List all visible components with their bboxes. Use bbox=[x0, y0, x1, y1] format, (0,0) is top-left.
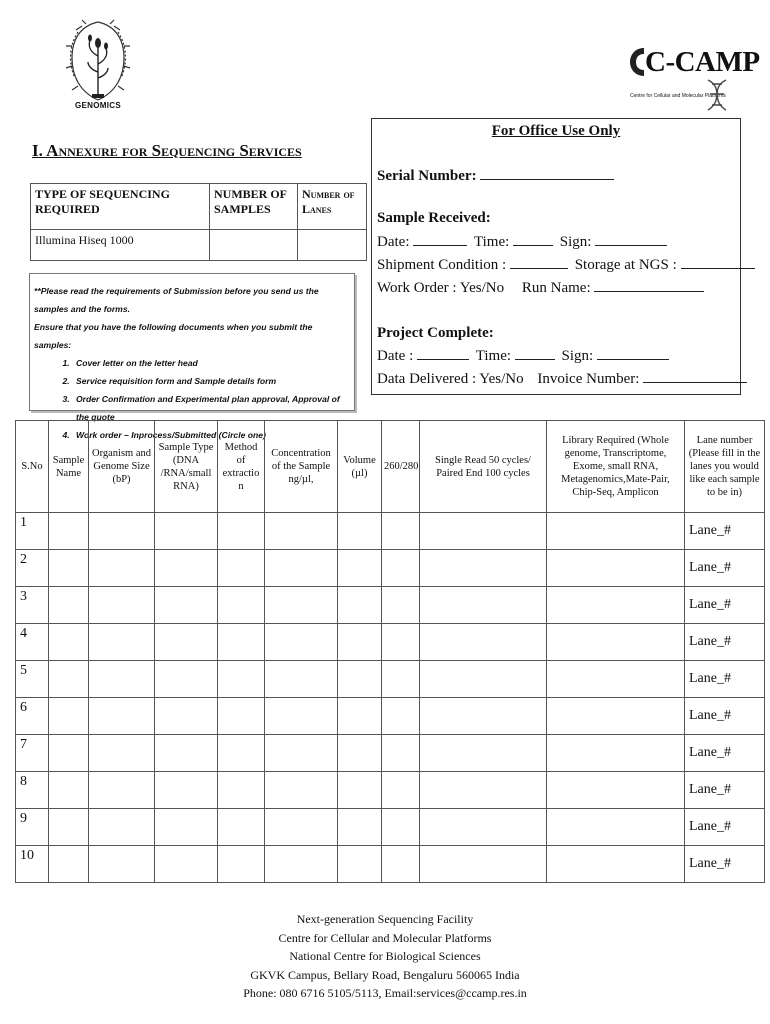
table-cell[interactable] bbox=[547, 624, 685, 661]
row-number: 1 bbox=[16, 513, 49, 550]
table-cell[interactable] bbox=[265, 513, 338, 550]
header-260-280: 260/280 bbox=[382, 421, 420, 513]
table-cell[interactable] bbox=[49, 809, 89, 846]
header-number-of-samples: NUMBER OF SAMPLES bbox=[210, 184, 298, 230]
table-cell[interactable] bbox=[49, 587, 89, 624]
genomics-logo-text: GENOMICS bbox=[75, 101, 121, 110]
dna-helix-icon bbox=[704, 78, 730, 112]
table-cell[interactable] bbox=[155, 624, 218, 661]
table-row bbox=[16, 846, 765, 883]
header-concentration: Concentration of the Sample ng/µl, bbox=[265, 421, 338, 513]
date-label: Date: bbox=[377, 234, 410, 250]
work-order-label[interactable]: Work Order : Yes/No bbox=[377, 280, 505, 296]
cell-sequencing-type: Illumina Hiseq 1000 bbox=[31, 230, 210, 261]
table-cell[interactable] bbox=[155, 661, 218, 698]
time-field[interactable] bbox=[515, 347, 555, 360]
table-cell[interactable] bbox=[420, 772, 547, 809]
table-cell[interactable] bbox=[218, 513, 265, 550]
table-cell[interactable] bbox=[89, 698, 155, 735]
footer-line: Centre for Cellular and Molecular Platforms bbox=[278, 930, 492, 945]
table-cell[interactable] bbox=[338, 846, 382, 883]
row-number: 8 bbox=[16, 772, 49, 809]
table-cell[interactable] bbox=[547, 661, 685, 698]
table-cell[interactable] bbox=[382, 698, 420, 735]
table-cell[interactable] bbox=[338, 587, 382, 624]
row-number: 4 bbox=[16, 624, 49, 661]
table-cell[interactable] bbox=[218, 661, 265, 698]
table-cell[interactable] bbox=[382, 587, 420, 624]
table-cell[interactable] bbox=[49, 772, 89, 809]
page-heading: I. Annexure for Sequencing Services bbox=[32, 141, 302, 160]
header-number-of-lanes: Number of Lanes bbox=[298, 184, 367, 230]
table-row bbox=[16, 772, 765, 809]
table-row bbox=[16, 809, 765, 846]
sign-field[interactable] bbox=[595, 233, 667, 246]
footer-line: National Centre for Biological Sciences bbox=[289, 949, 481, 963]
table-cell[interactable] bbox=[218, 698, 265, 735]
table-cell[interactable] bbox=[547, 698, 685, 735]
date-label: Date : bbox=[377, 348, 414, 364]
sample-received-row bbox=[377, 233, 667, 251]
serial-number-field[interactable] bbox=[480, 167, 614, 180]
lane-number-cell[interactable]: Lane_# bbox=[685, 513, 765, 550]
storage-field[interactable] bbox=[681, 256, 755, 269]
table-cell[interactable] bbox=[382, 513, 420, 550]
table-cell[interactable] bbox=[420, 661, 547, 698]
ccamp-logo-subtitle: Centre for Cellular and Molecular Platforms bbox=[630, 93, 726, 99]
table-cell[interactable] bbox=[89, 772, 155, 809]
row-number: 3 bbox=[16, 587, 49, 624]
lane-number-cell[interactable]: Lane_# bbox=[685, 550, 765, 587]
row-number: 9 bbox=[16, 809, 49, 846]
table-cell[interactable] bbox=[89, 624, 155, 661]
table-cell[interactable] bbox=[382, 624, 420, 661]
table-cell[interactable] bbox=[218, 550, 265, 587]
table-cell[interactable] bbox=[89, 513, 155, 550]
instruction-item: 2. Service requisition form and Sample details form bbox=[72, 372, 350, 390]
header-sample-name: Sample Name bbox=[49, 421, 89, 513]
table-cell[interactable] bbox=[265, 735, 338, 772]
table-row bbox=[16, 513, 765, 550]
header-sample-type: Sample Type (DNA /RNA/small RNA) bbox=[155, 421, 218, 513]
table-cell[interactable] bbox=[49, 661, 89, 698]
sign-field[interactable] bbox=[597, 347, 669, 360]
table-cell[interactable] bbox=[155, 846, 218, 883]
sign-label: Sign: bbox=[561, 348, 594, 364]
table-cell[interactable] bbox=[382, 772, 420, 809]
table-cell[interactable] bbox=[265, 624, 338, 661]
run-name-label: Run Name: bbox=[521, 280, 591, 296]
row-number: 10 bbox=[16, 846, 49, 883]
header-lane-number: Lane number (Please fill in the lanes you would like each sample to be in) bbox=[685, 421, 765, 513]
table-cell[interactable] bbox=[218, 846, 265, 883]
table-cell[interactable] bbox=[155, 809, 218, 846]
lane-number-cell[interactable]: Lane_# bbox=[685, 809, 765, 846]
office-use-box bbox=[371, 118, 741, 395]
table-cell[interactable] bbox=[265, 809, 338, 846]
table-cell[interactable] bbox=[155, 513, 218, 550]
instruction-item: 4. Work order – Inprocess/Submitted (Circle one) bbox=[72, 426, 350, 444]
table-cell[interactable] bbox=[265, 772, 338, 809]
table-cell[interactable] bbox=[89, 661, 155, 698]
table-cell[interactable] bbox=[382, 809, 420, 846]
footer-line: Next-generation Sequencing Facility bbox=[296, 912, 474, 926]
data-delivered-label[interactable]: Data Delivered : Yes/No bbox=[377, 371, 524, 387]
table-cell[interactable] bbox=[338, 698, 382, 735]
table-cell[interactable] bbox=[338, 513, 382, 550]
lane-number-cell[interactable]: Lane_# bbox=[685, 624, 765, 661]
date-field[interactable] bbox=[413, 233, 467, 246]
table-cell[interactable] bbox=[547, 846, 685, 883]
table-cell[interactable] bbox=[338, 624, 382, 661]
lane-number-cell[interactable]: Lane_# bbox=[685, 772, 765, 809]
footer-address bbox=[0, 910, 770, 1003]
table-cell[interactable] bbox=[218, 809, 265, 846]
work-order-row bbox=[377, 279, 704, 297]
sign-label: Sign: bbox=[559, 234, 592, 250]
header-read-type: Single Read 50 cycles/ Paired End 100 cycles bbox=[420, 421, 547, 513]
table-row bbox=[16, 698, 765, 735]
table-cell[interactable] bbox=[218, 587, 265, 624]
table-cell[interactable] bbox=[420, 513, 547, 550]
table-cell[interactable] bbox=[155, 772, 218, 809]
table-row bbox=[16, 550, 765, 587]
table-cell[interactable] bbox=[338, 550, 382, 587]
time-label: Time: bbox=[473, 234, 510, 250]
table-cell[interactable] bbox=[338, 809, 382, 846]
instruction-item: 3. Order Confirmation and Experimental plan approval, Approval of the quote bbox=[72, 390, 350, 426]
footer-line: GKVK Campus, Bellary Road, Bengaluru 560065 India bbox=[250, 967, 520, 982]
time-field[interactable] bbox=[513, 233, 553, 246]
row-number: 5 bbox=[16, 661, 49, 698]
table-cell[interactable] bbox=[420, 698, 547, 735]
table-cell[interactable] bbox=[218, 735, 265, 772]
table-cell[interactable] bbox=[547, 587, 685, 624]
table-cell[interactable] bbox=[547, 513, 685, 550]
table-cell[interactable] bbox=[265, 587, 338, 624]
table-cell[interactable] bbox=[382, 661, 420, 698]
table-cell[interactable] bbox=[338, 661, 382, 698]
table-cell[interactable] bbox=[420, 624, 547, 661]
table-cell[interactable] bbox=[547, 550, 685, 587]
footer-line: Phone: 080 6716 5105/5113, Email:services@ccamp.res.in bbox=[243, 986, 527, 1000]
table-cell[interactable] bbox=[155, 698, 218, 735]
header-type-of-sequencing: TYPE OF SEQUENCING REQUIRED bbox=[31, 184, 210, 230]
instruction-item: 1. Cover letter on the letter head bbox=[72, 354, 350, 372]
serial-number-row bbox=[377, 167, 614, 185]
table-row bbox=[16, 735, 765, 772]
header-organism: Organism and Genome Size (bP) bbox=[89, 421, 155, 513]
storage-label: Storage at NGS : bbox=[574, 257, 677, 273]
date-field[interactable] bbox=[417, 347, 469, 360]
lane-number-cell[interactable]: Lane_# bbox=[685, 698, 765, 735]
ccamp-logo-name: C-CAMP bbox=[645, 46, 760, 78]
instructions-note: **Please read the requirements of Submission before you send us the samples and the forms. bbox=[34, 286, 319, 314]
row-number: 2 bbox=[16, 550, 49, 587]
table-cell[interactable] bbox=[547, 735, 685, 772]
table-cell[interactable] bbox=[382, 735, 420, 772]
table-cell[interactable] bbox=[420, 846, 547, 883]
time-label: Time: bbox=[475, 348, 512, 364]
invoice-number-field[interactable] bbox=[643, 370, 747, 383]
table-cell[interactable] bbox=[218, 772, 265, 809]
lane-number-cell[interactable]: Lane_# bbox=[685, 735, 765, 772]
table-cell[interactable] bbox=[89, 846, 155, 883]
shipment-row bbox=[377, 256, 755, 274]
table-cell[interactable] bbox=[382, 550, 420, 587]
table-row bbox=[16, 661, 765, 698]
table-cell[interactable] bbox=[49, 550, 89, 587]
table-cell[interactable] bbox=[49, 846, 89, 883]
data-delivered-row bbox=[377, 370, 747, 388]
header-volume: Volume (µl) bbox=[338, 421, 382, 513]
table-cell[interactable] bbox=[265, 550, 338, 587]
table-cell[interactable] bbox=[49, 624, 89, 661]
table-row bbox=[16, 587, 765, 624]
lane-number-cell[interactable]: Lane_# bbox=[685, 587, 765, 624]
table-cell[interactable] bbox=[265, 661, 338, 698]
table-cell[interactable] bbox=[382, 846, 420, 883]
table-cell[interactable] bbox=[155, 587, 218, 624]
table-cell[interactable] bbox=[420, 550, 547, 587]
table-cell[interactable] bbox=[420, 809, 547, 846]
table-cell[interactable] bbox=[89, 809, 155, 846]
project-complete-label: Project Complete: bbox=[377, 325, 494, 341]
table-cell[interactable] bbox=[338, 735, 382, 772]
sequencing-type-table bbox=[30, 183, 367, 261]
shipment-condition-field[interactable] bbox=[510, 256, 568, 269]
office-title: For Office Use Only bbox=[491, 123, 621, 139]
row-number: 6 bbox=[16, 698, 49, 735]
table-header-row bbox=[16, 421, 765, 513]
instructions-lead: Ensure that you have the following documents when you submit the samples: bbox=[34, 322, 313, 350]
table-cell[interactable] bbox=[89, 587, 155, 624]
table-cell[interactable] bbox=[218, 624, 265, 661]
table-cell[interactable] bbox=[49, 698, 89, 735]
run-name-field[interactable] bbox=[594, 279, 704, 292]
header-method: Method of extractio n bbox=[218, 421, 265, 513]
table-cell[interactable] bbox=[547, 809, 685, 846]
table-cell[interactable] bbox=[547, 772, 685, 809]
table-row bbox=[16, 624, 765, 661]
table-cell[interactable] bbox=[89, 550, 155, 587]
table-cell[interactable] bbox=[49, 735, 89, 772]
lane-number-cell[interactable]: Lane_# bbox=[685, 661, 765, 698]
cell-number-of-lanes[interactable] bbox=[298, 230, 367, 261]
cell-number-of-samples[interactable] bbox=[210, 230, 298, 261]
lane-number-cell[interactable]: Lane_# bbox=[685, 846, 765, 883]
project-complete-row bbox=[377, 347, 669, 365]
table-cell[interactable] bbox=[420, 587, 547, 624]
table-cell[interactable] bbox=[155, 550, 218, 587]
serial-number-label: Serial Number: bbox=[377, 168, 477, 184]
invoice-number-label: Invoice Number: bbox=[537, 371, 640, 387]
sample-received-label: Sample Received: bbox=[377, 210, 491, 226]
sample-details-table bbox=[15, 420, 765, 883]
table-cell[interactable] bbox=[338, 772, 382, 809]
header-sno: S.No bbox=[16, 421, 49, 513]
shipment-condition-label: Shipment Condition : bbox=[377, 257, 507, 273]
table-cell[interactable] bbox=[420, 735, 547, 772]
table-cell[interactable] bbox=[155, 735, 218, 772]
table-cell[interactable] bbox=[265, 698, 338, 735]
table-cell[interactable] bbox=[49, 513, 89, 550]
table-cell[interactable] bbox=[265, 846, 338, 883]
table-cell[interactable] bbox=[89, 735, 155, 772]
submission-instructions bbox=[29, 273, 355, 440]
header-library: Library Required (Whole genome, Transcriptome, Exome, small RNA, Metagenomics,Mate-Pair, Chip-Seq, Amplicon bbox=[547, 421, 685, 513]
row-number: 7 bbox=[16, 735, 49, 772]
